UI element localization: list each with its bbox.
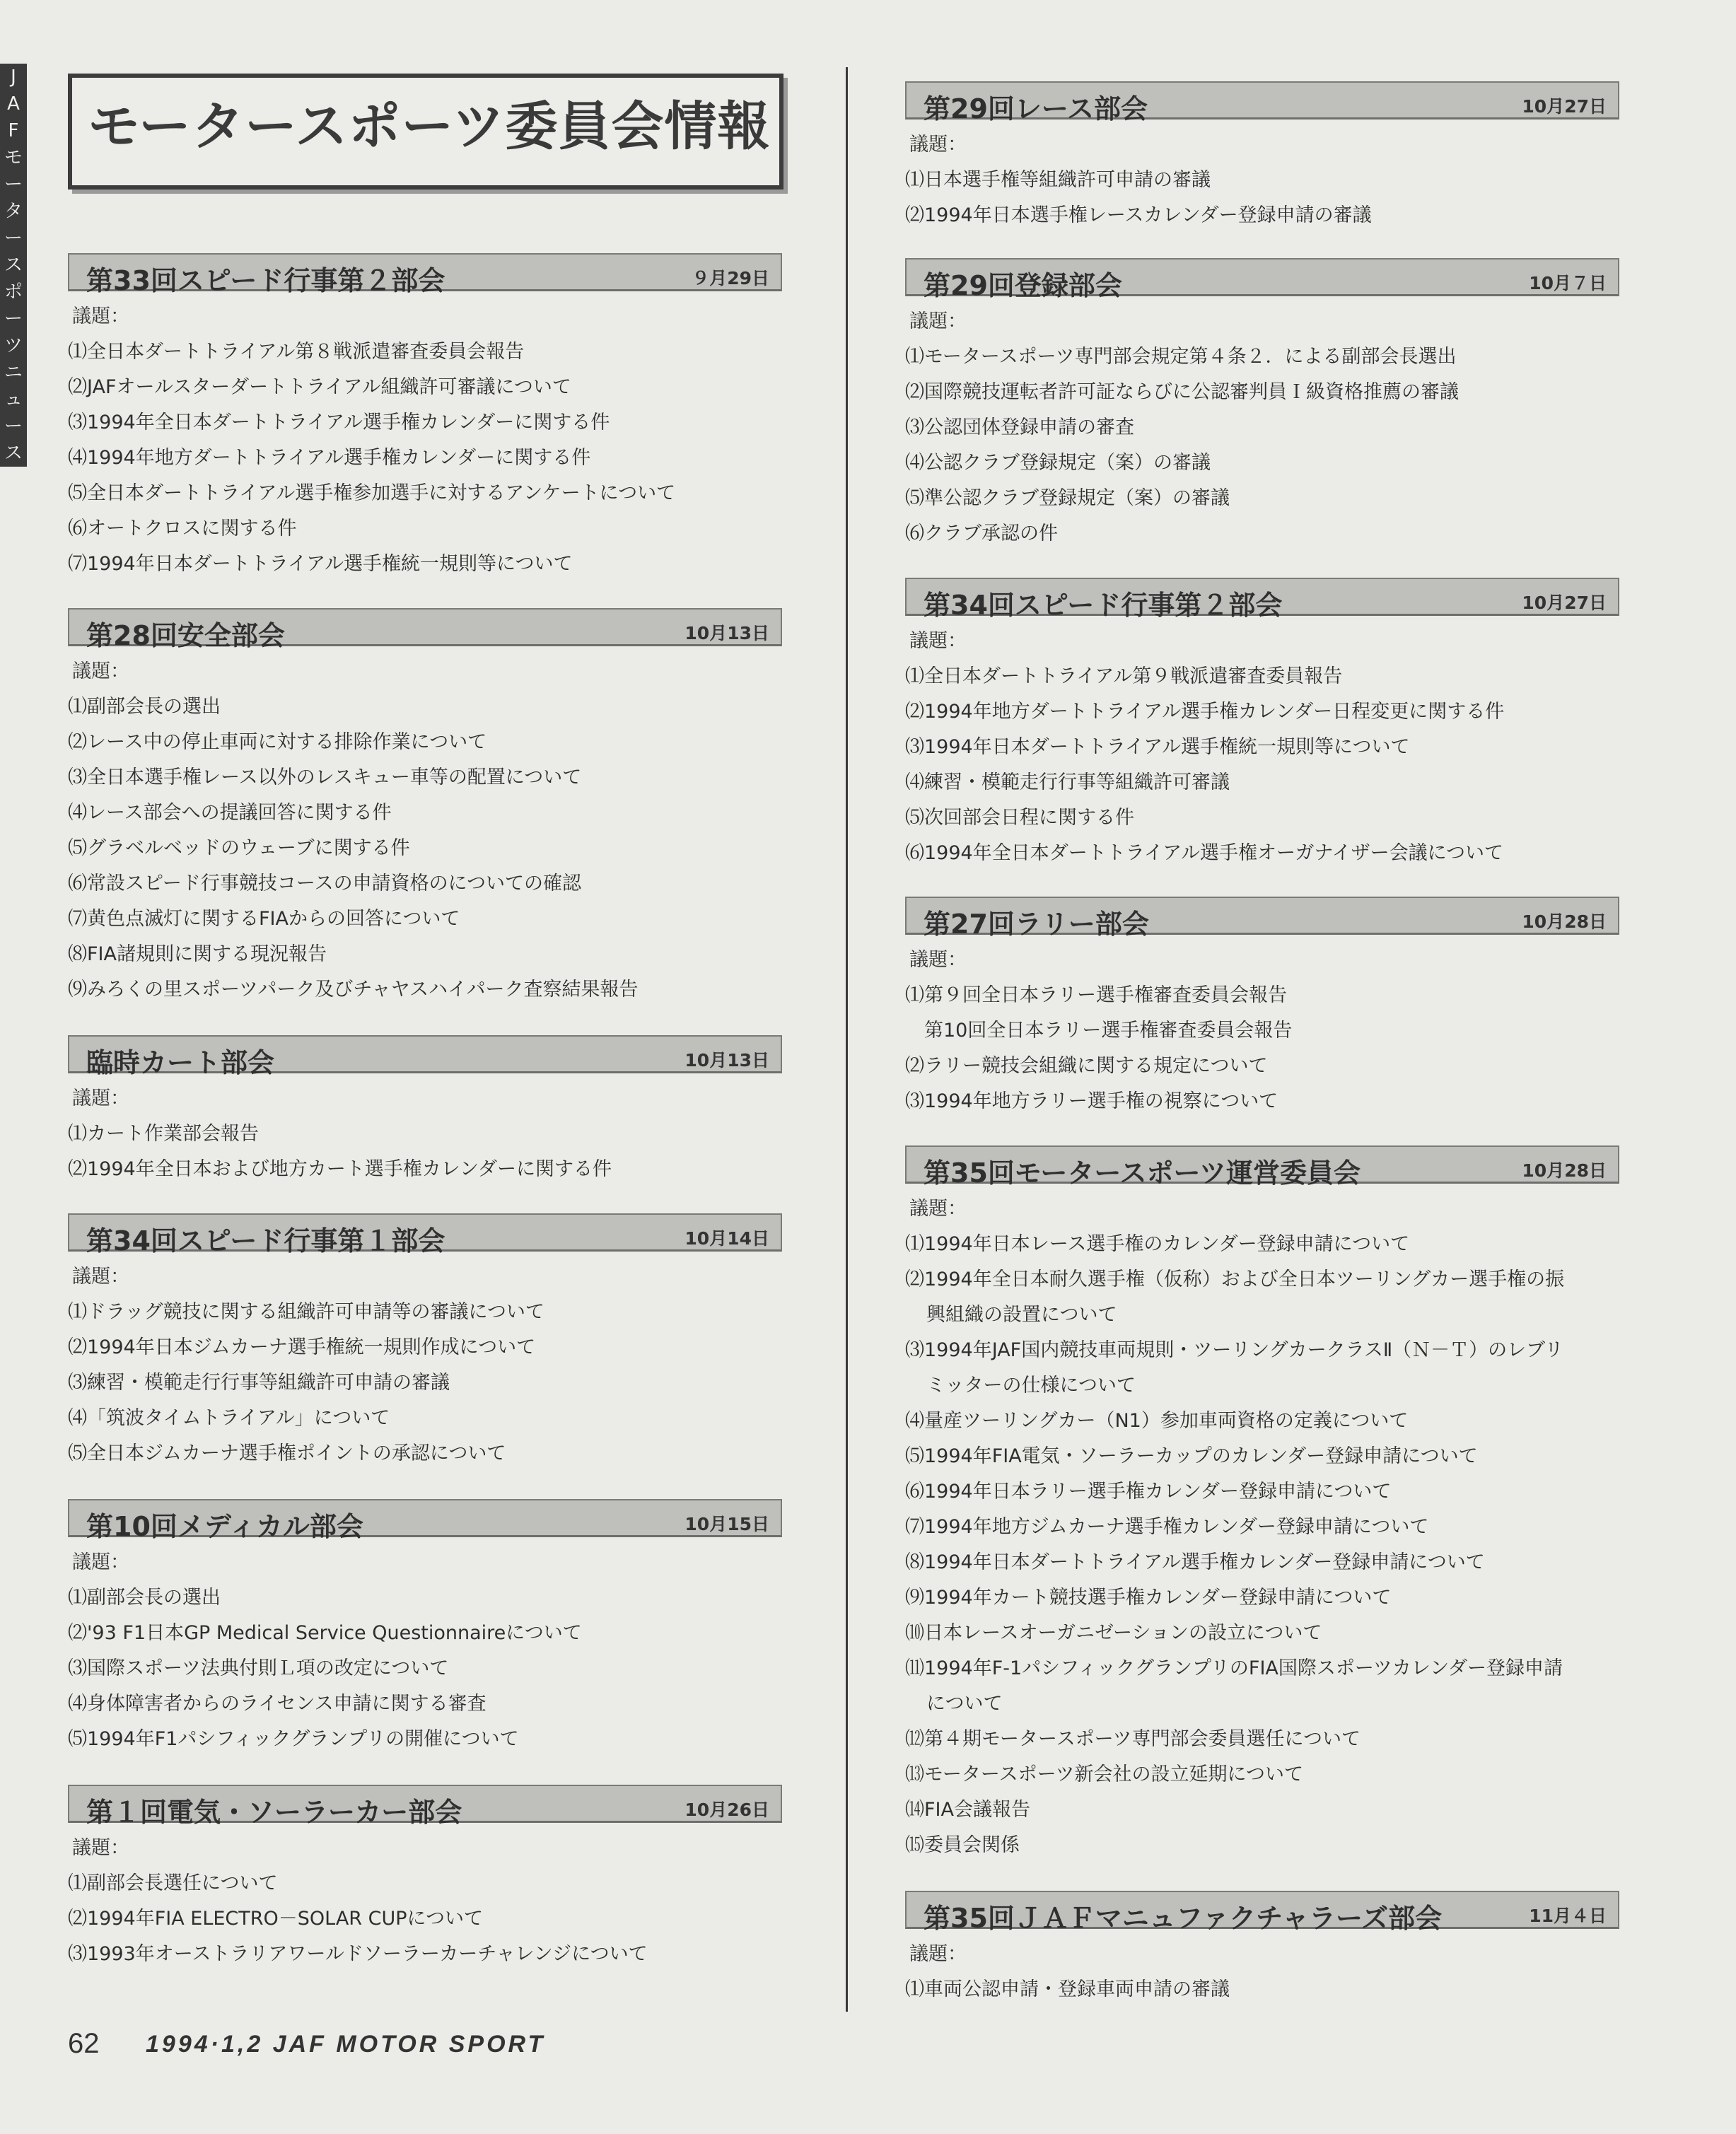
section-header <box>68 1213 782 1257</box>
agenda-list <box>905 665 1619 865</box>
agenda-item: ⑹クラブ承認の件 <box>905 523 1058 544</box>
agenda-item: ⑸全日本ジムカーナ選手権ポイントの承認について <box>68 1442 506 1464</box>
agenda-list <box>68 1587 782 1751</box>
page-title-box <box>68 74 783 190</box>
section-date: 10月27日 <box>1522 593 1607 613</box>
side-tab-char: ー <box>4 416 23 437</box>
side-tab-char: ス <box>4 443 23 464</box>
agenda-item: ⑸次回部会日程に関する件 <box>905 807 1134 829</box>
agenda-item <box>905 1657 1619 1715</box>
agenda-item: ⑶1994年地方ラリー選手権の視察について <box>905 1090 1278 1112</box>
section-header <box>905 1145 1619 1189</box>
agenda-item: ⑴ドラッグ競技に関する組織許可申請等の審議について <box>68 1301 544 1323</box>
agenda-item: ⑴副部会長選任について <box>68 1872 278 1894</box>
agenda-item: ⑴1994年日本レース選手権のカレンダー登録申請について <box>905 1233 1410 1255</box>
committee-section <box>68 1785 782 1978</box>
agenda-label: 議題： <box>909 630 967 652</box>
agenda-item: ⑸1994年FIA電気・ソーラーカップのカレンダー登録申請について <box>905 1445 1478 1467</box>
agenda-item: ⑶1994年日本ダートトライアル選手権統一規則等について <box>905 736 1410 758</box>
agenda-item: ⑵ラリー競技会組織に関する規定について <box>905 1055 1268 1077</box>
section-header <box>905 578 1619 621</box>
agenda-item: ⑶全日本選手権レース以外のレスキュー車等の配置について <box>68 766 582 788</box>
magazine-name: 1994·1,2 JAF MOTOR SPORT <box>146 2031 546 2058</box>
agenda-label: 議題： <box>72 1088 129 1109</box>
side-tab-char: ュ <box>4 389 23 410</box>
agenda-item: ⑼1994年カート競技選手権カレンダー登録申請について <box>905 1587 1392 1609</box>
agenda-item: ⑸全日本ダートトライアル選手権参加選手に対するアンケートについて <box>68 482 676 504</box>
committee-section <box>905 1145 1619 1870</box>
agenda-item: ⒁FIA会議報告 <box>905 1799 1030 1821</box>
section-date: 10月28日 <box>1522 911 1607 932</box>
committee-section <box>68 608 782 1014</box>
agenda-label: 議題： <box>909 949 967 971</box>
agenda-item: ⑺1994年日本ダートトライアル選手権統一規則等について <box>68 553 573 575</box>
section-title: 第27回ラリー部会 <box>924 909 1149 940</box>
agenda-label: 議題： <box>72 305 129 327</box>
agenda-label: 議題： <box>909 310 967 332</box>
section-title: 第29回登録部会 <box>924 270 1122 301</box>
section-header <box>68 1785 782 1828</box>
committee-section <box>68 253 782 588</box>
side-tab-char: ツ <box>4 335 23 356</box>
section-title: 第29回レース部会 <box>924 93 1148 124</box>
section-title: 第35回モータースポーツ運営委員会 <box>924 1158 1361 1189</box>
agenda-item: ⑶1993年オーストラリアワールドソーラーカーチャレンジについて <box>68 1943 648 1965</box>
agenda-item-line: ⑵1994年全日本耐久選手権（仮称）および全日本ツーリングカー選手権の振 <box>905 1269 1565 1290</box>
section-header <box>905 1891 1619 1934</box>
side-tab-char: タ <box>4 201 23 222</box>
section-date: 10月28日 <box>1522 1160 1607 1181</box>
agenda-list <box>905 984 1619 1113</box>
side-tab-char: F <box>8 120 19 141</box>
section-header <box>905 258 1619 301</box>
agenda-item: ⑷レース部会への提議回答に関する件 <box>68 802 392 824</box>
agenda-label: 議題： <box>909 134 967 156</box>
agenda-item: ⑵'93 F1日本GP Medical Service Questionnaireについて <box>68 1622 582 1644</box>
side-tab-char: ス <box>4 255 23 276</box>
section-date: 10月14日 <box>685 1228 769 1249</box>
committee-section <box>68 1499 782 1763</box>
agenda-item: ⑵JAFオールスターダートトライアル組織許可審議について <box>68 376 571 398</box>
agenda-item: ⑹常設スピード行事競技コースの申請資格のについての確認 <box>68 873 582 894</box>
agenda-list <box>905 169 1619 227</box>
side-tab-char: ニ <box>4 362 23 383</box>
agenda-item: ⑷公認クラブ登録規定（案）の審議 <box>905 452 1211 474</box>
agenda-item: ⑵1994年FIA ELECTRO－SOLAR CUPについて <box>68 1908 483 1930</box>
agenda-item: ⑶練習・模範走行行事等組織許可申請の審議 <box>68 1372 450 1394</box>
agenda-label: 議題： <box>909 1943 967 1965</box>
agenda-item: ⑽日本レースオーガニゼーションの設立について <box>905 1622 1322 1644</box>
agenda-item: ⑺1994年地方ジムカーナ選手権カレンダー登録申請について <box>905 1516 1429 1538</box>
side-tab-char: J <box>11 66 16 88</box>
agenda-item: ⑶1994年全日本ダートトライアル選手権カレンダーに関する件 <box>68 412 610 433</box>
agenda-item-line: ⑶1994年JAF国内競技車両規則・ツーリングカークラスⅡ（Ｎ－Ｔ）のレブリ <box>905 1339 1564 1361</box>
agenda-item: ⑷身体障害者からのライセンス申請に関する審査 <box>68 1693 487 1715</box>
agenda-item: ⑹1994年日本ラリー選手権カレンダー登録申請について <box>905 1481 1392 1503</box>
committee-section <box>68 1035 782 1194</box>
agenda-item: ⑷量産ツーリングカー（N1）参加車両資格の定義について <box>905 1410 1409 1432</box>
section-title: 第１回電気・ソーラーカー部会 <box>86 1797 462 1828</box>
agenda-item <box>905 1269 1619 1327</box>
page-title: モータースポーツ委員会情報 <box>88 96 771 157</box>
agenda-item: ⑵1994年日本選手権レースカレンダー登録申請の審議 <box>905 204 1372 226</box>
agenda-item: ⑻FIA諸規則に関する現況報告 <box>68 943 327 965</box>
side-tab-char: ー <box>4 228 23 249</box>
agenda-list <box>905 346 1619 545</box>
agenda-item: ⑴副部会長の選出 <box>68 696 221 718</box>
agenda-item: ⑴車両公認申請・登録車両申請の審議 <box>905 1978 1230 2000</box>
agenda-item: ⑵1994年地方ダートトライアル選手権カレンダー日程変更に関する件 <box>905 701 1505 723</box>
agenda-item: ⑸グラベルベッドのウェーブに関する件 <box>68 837 410 859</box>
agenda-item: ⑴モータースポーツ専門部会規定第４条２．による副部会長選出 <box>905 346 1457 368</box>
committee-section <box>905 81 1619 240</box>
agenda-item: ⑷練習・模範走行行事等組織許可審議 <box>905 771 1230 793</box>
section-header <box>905 81 1619 124</box>
agenda-label: 議題： <box>909 1198 967 1220</box>
section-header <box>68 1499 782 1542</box>
agenda-item-line: ⑾1994年F-1パシフィックグランプリのFIA国際スポーツカレンダー登録申請 <box>905 1657 1563 1679</box>
section-date: 10月13日 <box>685 623 769 643</box>
section-title: 臨時カート部会 <box>86 1047 275 1078</box>
section-date: 10月13日 <box>685 1050 769 1071</box>
section-title: 第10回メディカル部会 <box>86 1511 363 1542</box>
agenda-list <box>68 1301 782 1465</box>
agenda-item: ⑷「筑波タイムトライアル」について <box>68 1407 390 1429</box>
agenda-item-continuation: 興組織の設置について <box>926 1304 1117 1326</box>
agenda-item: ⒀モータースポーツ新会社の設立延期について <box>905 1763 1303 1785</box>
agenda-list <box>68 1123 782 1181</box>
section-title: 第28回安全部会 <box>86 620 285 651</box>
agenda-item: ⑹1994年全日本ダートトライアル選手権オーガナイザー会議について <box>905 842 1504 864</box>
agenda-list <box>905 1978 1619 2001</box>
agenda-list <box>905 1233 1619 1857</box>
agenda-item: ⑵1994年日本ジムカーナ選手権統一規則作成について <box>68 1336 536 1358</box>
section-title: 第35回ＪＡＦマニュファクチャラーズ部会 <box>924 1903 1443 1934</box>
column-divider <box>846 67 848 2012</box>
section-title: 第34回スピード行事第２部会 <box>924 590 1283 621</box>
agenda-label: 議題： <box>72 1551 129 1573</box>
page-number: 62 <box>68 2028 100 2059</box>
section-header <box>68 608 782 651</box>
agenda-item: ⑺黄色点滅灯に関するFIAからの回答について <box>68 908 460 930</box>
agenda-label: 議題： <box>72 660 129 682</box>
side-tab-char: モ <box>4 147 23 168</box>
section-title: 第33回スピード行事第２部会 <box>86 265 445 296</box>
committee-section <box>905 1891 1619 2014</box>
committee-section <box>68 1213 782 1478</box>
side-tab-char: ポ <box>4 281 23 303</box>
agenda-item: ⑸準公認クラブ登録規定（案）の審議 <box>905 487 1230 509</box>
agenda-item <box>905 1339 1619 1397</box>
agenda-list <box>68 696 782 1001</box>
agenda-item: ⑵レース中の停止車両に対する排除作業について <box>68 731 487 753</box>
section-header <box>68 253 782 296</box>
agenda-item: ⑵国際競技運転者許可証ならびに公認審判員Ｉ級資格推薦の審議 <box>905 381 1459 403</box>
agenda-item: ⑵1994年全日本および地方カート選手権カレンダーに関する件 <box>68 1158 612 1180</box>
side-tab-char: A <box>7 93 20 115</box>
agenda-item-continuation: について <box>926 1693 1003 1715</box>
agenda-item-continuation: ミッターの仕様について <box>926 1375 1136 1397</box>
section-date: 10月26日 <box>685 1800 769 1820</box>
agenda-item: ⑴全日本ダートトライアル第９戦派遣審査委員報告 <box>905 665 1343 687</box>
section-header <box>68 1035 782 1078</box>
agenda-item: ⑼みろくの里スポーツパーク及びチャヤスハイパーク査察結果報告 <box>68 979 639 1001</box>
committee-section <box>905 897 1619 1126</box>
section-date: ９月29日 <box>692 268 769 288</box>
agenda-item: ⑿第４期モータースポーツ専門部会委員選任について <box>905 1728 1361 1750</box>
committee-section <box>905 258 1619 558</box>
section-header <box>905 897 1619 940</box>
section-date: 11月４日 <box>1529 1906 1607 1926</box>
agenda-item: ⑴全日本ダートトライアル第８戦派遣審査委員会報告 <box>68 341 525 363</box>
side-tab-char: ー <box>4 174 23 195</box>
agenda-list <box>68 341 782 576</box>
agenda-item: ⒂委員会関係 <box>905 1834 1020 1856</box>
committee-section <box>905 578 1619 877</box>
agenda-item: ⑷1994年地方ダートトライアル選手権カレンダーに関する件 <box>68 447 591 469</box>
agenda-item: ⑶公認団体登録申請の審査 <box>905 416 1134 438</box>
agenda-item: ⑶国際スポーツ法典付則Ｌ項の改定について <box>68 1657 449 1679</box>
agenda-list <box>68 1872 782 1966</box>
section-date: 10月15日 <box>685 1514 769 1534</box>
side-section-tab <box>0 64 27 467</box>
section-title: 第34回スピード行事第１部会 <box>86 1225 445 1257</box>
side-tab-char: ー <box>4 308 23 330</box>
agenda-item: ⑴第９回全日本ラリー選手権審査委員会報告 <box>905 984 1287 1006</box>
agenda-label: 議題： <box>72 1837 129 1859</box>
agenda-label: 議題： <box>72 1266 129 1288</box>
agenda-item: ⑴日本選手権等組織許可申請の審議 <box>905 169 1211 191</box>
agenda-item: ⑻1994年日本ダートトライアル選手権カレンダー登録申請について <box>905 1551 1485 1573</box>
agenda-item: ⑴副部会長の選出 <box>68 1587 221 1609</box>
agenda-item: ⑹オートクロスに関する件 <box>68 518 297 540</box>
agenda-item: ⑸1994年F1パシフィックグランプリの開催について <box>68 1728 519 1750</box>
section-date: 10月７日 <box>1529 273 1607 293</box>
section-date: 10月27日 <box>1522 96 1607 117</box>
agenda-item: ⑴カート作業部会報告 <box>68 1123 259 1145</box>
agenda-item: 第10回全日本ラリー選手権審査委員会報告 <box>905 1020 1293 1042</box>
